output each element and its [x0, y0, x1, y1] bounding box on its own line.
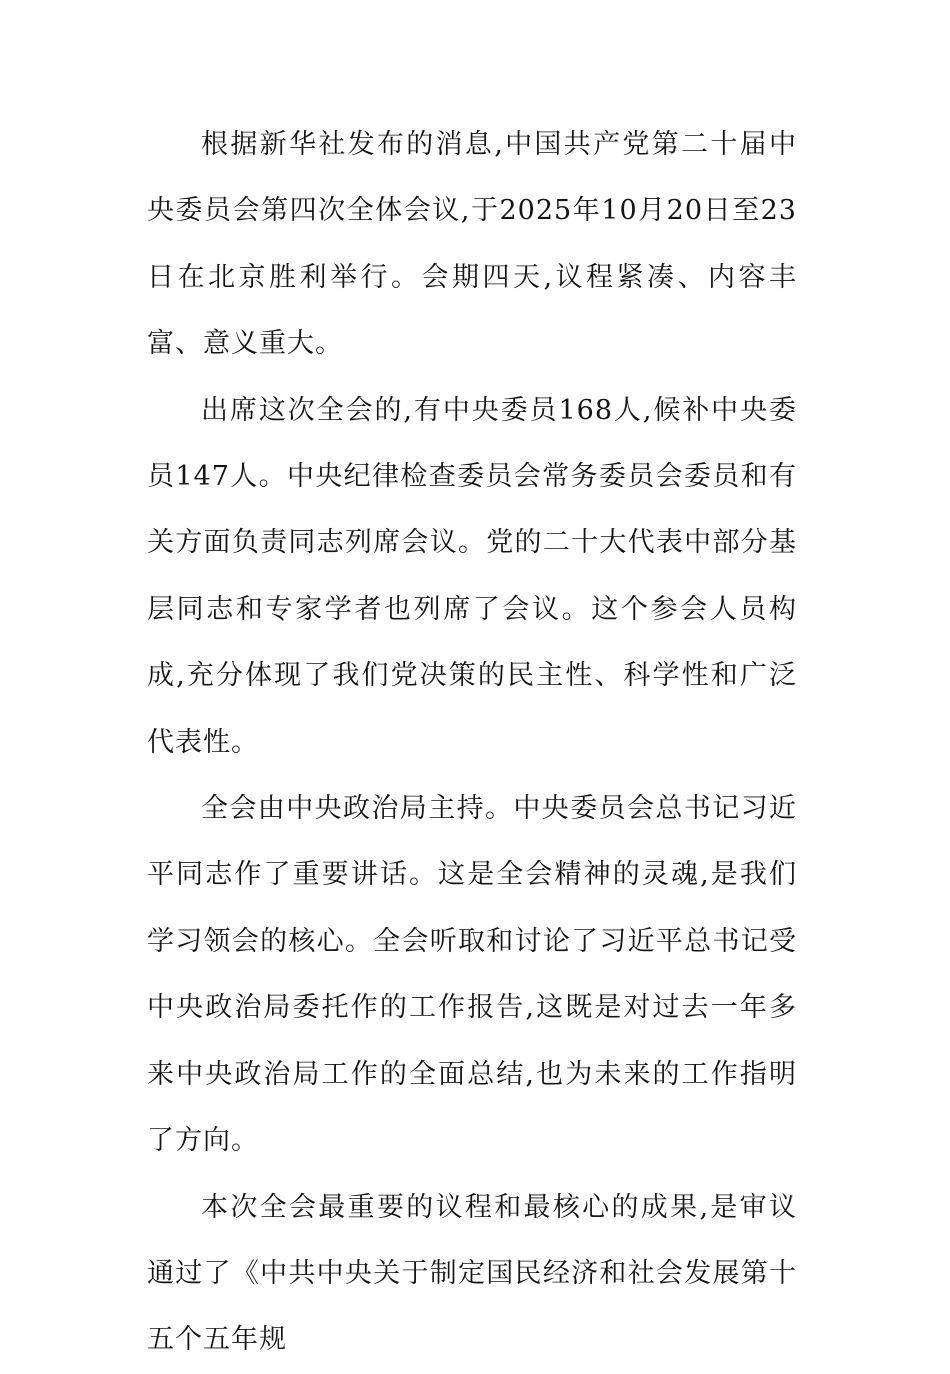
paragraph-1: 根据新华社发布的消息,中国共产党第二十届中央委员会第四次全体会议,于2025年10月20日至23日在北京胜利举行。会期四天,议程紧凑、内容丰富、意义重大。	[147, 129, 797, 360]
document-body	[147, 112, 797, 1374]
paragraph-4: 本次全会最重要的议程和最核心的成果,是审议通过了《中共中央关于制定国民经济和社会发展第十五个五年规	[147, 1191, 797, 1356]
paragraph-2: 出席这次全会的,有中央委员168人,候补中央委员147人。中央纪律检查委员会常务委员会委员和有关方面负责同志列席会议。党的二十大代表中部分基层同志和专家学者也列席了会议。这个参会人员构成,充分体现了我们党决策的民主性、科学性和广泛代表性。	[147, 394, 797, 758]
paragraph-3: 全会由中央政治局主持。中央委员会总书记习近平同志作了重要讲话。这是全会精神的灵魂,是我们学习领会的核心。全会听取和讨论了习近平总书记受中央政治局委托作的工作报告,这既是对过去一年多来中央政治局工作的全面总结,也为未来的工作指明了方向。	[147, 793, 797, 1157]
